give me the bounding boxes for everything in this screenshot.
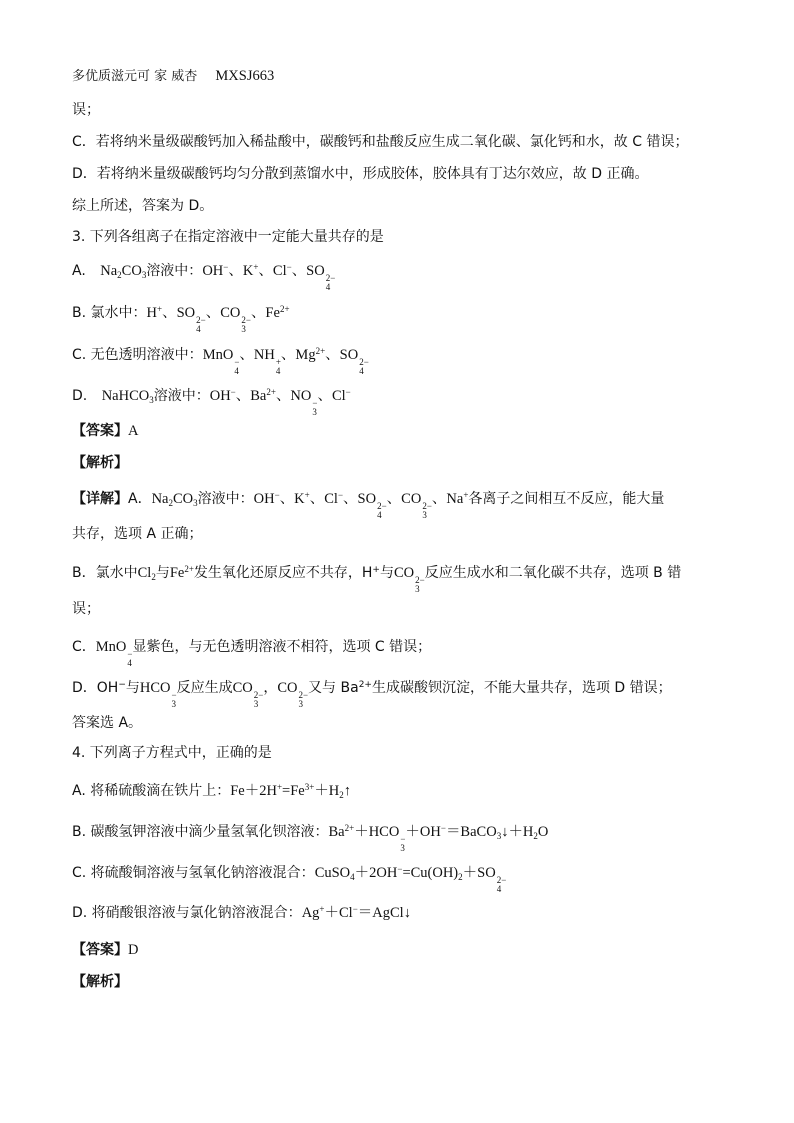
text-line: D．若将纳米量级碳酸钙均匀分散到蒸馏水中，形成胶体，胶体具有丁达尔效应，故 D 正确。	[72, 166, 649, 182]
header-watermark-text: 多优质滋元可 家 威杏	[72, 69, 198, 84]
answer-4: 【答案】D	[72, 942, 139, 958]
analysis-tag: 【解析】	[72, 455, 128, 471]
header-code: MXSJ663	[215, 68, 275, 84]
option-3a: A. $Na_2CO_3$溶液中：OH−、K+、Cl−、SO 2− 4	[72, 262, 336, 292]
text-line: 误；	[72, 601, 100, 617]
option-3d: D. NaHCO$_3$溶液中：OH−、$Ba^{2+}$、NO − 3 、Cl−	[72, 387, 351, 417]
text-line: 答案选 A。	[72, 715, 143, 731]
option-4a: A. 将稀硫酸滴在铁片上：$Fe+2H^+=Fe^{3+}+H_2↑$	[72, 782, 352, 800]
detail-c: C．MnO − 4 显紫色，与无色透明溶液不相符，选项 C 错误；	[72, 639, 432, 668]
text-line: C．若将纳米量级碳酸钙加入稀盐酸中，碳酸钙和盐酸反应生成二氧化碳、氯化钙和水，故 C 错误；	[72, 134, 689, 150]
detail-b: B．氯水中$Cl_2$与$Fe^{2+}$发生氧化还原反应不共存，H+与CO 2− 3 反应生成水和二氧化碳不共存，选项 B 错	[72, 564, 682, 594]
text-line: 误；	[72, 102, 100, 118]
text-line: 综上所述，答案为 D。	[72, 198, 214, 214]
detail-a: 【详解】A．$Na_2CO_3$溶液中：OH−、K+、Cl−、SO 2− 4 、CO 2− 3 、Na+各离子之间相互不反应，能大量	[72, 490, 665, 520]
option-4d: D. 将硝酸银溶液与氯化钠溶液混合：Ag+＋Cl−＝AgCl↓	[72, 904, 411, 921]
detail-d: D．OH−与HCO − 3 反应生成CO 2− 3 ，CO 2− 3 又与 $Ba^{2+}$生成碳酸钡沉淀，不能大量共存，选项 D 错误；	[72, 680, 672, 709]
option-3c: C. 无色透明溶液中：MnO − 4 、NH + 4 、$Mg^{2+}$、SO 2− 4	[72, 346, 369, 376]
analysis-tag: 【解析】	[72, 974, 128, 990]
question-3-stem: 3. 下列各组离子在指定溶液中一定能大量共存的是	[72, 229, 384, 245]
answer-tag: 【答案】	[72, 942, 128, 958]
answer-3: 【答案】A	[72, 423, 139, 439]
option-4c: C. 将硫酸铜溶液与氢氧化钠溶液混合：$CuSO_4+2OH^-=Cu(OH)_2+SO$ 2− 4	[72, 864, 507, 894]
answer-tag: 【答案】	[72, 423, 128, 439]
page-header	[72, 66, 274, 87]
option-3b: B. 氯水中：H+、SO 2− 4 、CO 2− 3 、$Fe^{2+}$	[72, 304, 290, 334]
text-line: 共存，选项 A 正确；	[72, 526, 203, 542]
option-4b: B. 碳酸氢钾溶液中滴少量氢氧化钡溶液：$Ba^{2+}+HCO$ − 3 $+OH^-=BaCO_3↓+H_2O$	[72, 823, 549, 853]
question-4-stem: 4. 下列离子方程式中，正确的是	[72, 745, 272, 761]
